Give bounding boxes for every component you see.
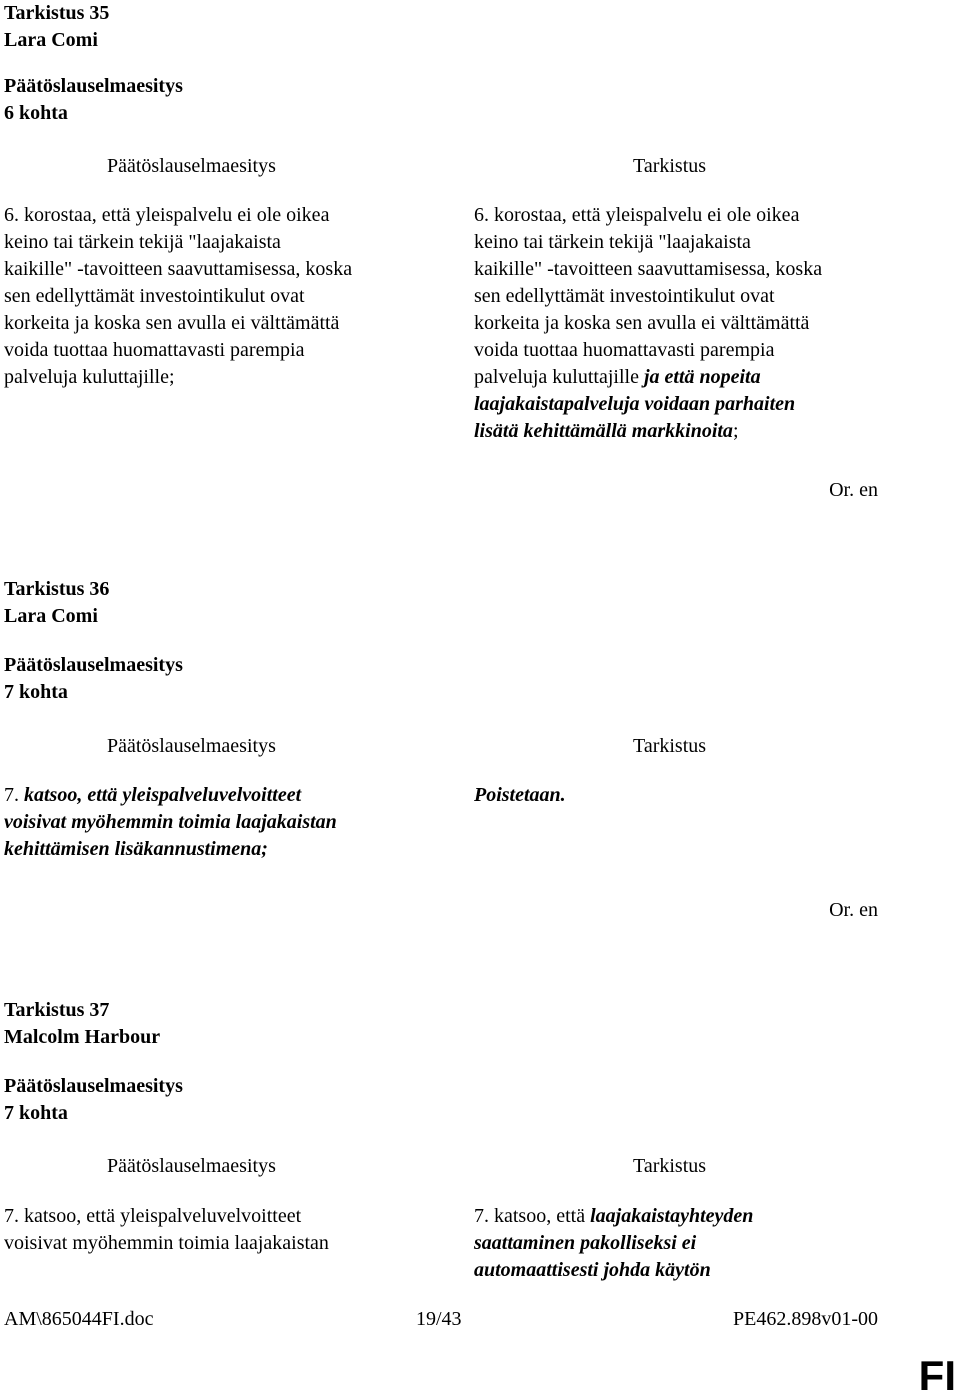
amended-insertion: laajakaistapalveluja voidaan parhaiten: [474, 393, 796, 415]
amendment-author: Lara Comi: [4, 29, 98, 51]
item-label: 7 kohta: [4, 681, 68, 703]
amendment-title: Tarkistus 35: [4, 2, 110, 24]
original-text: 7. katsoo, että yleispalveluvelvoitteet voisivat myöhemmin toimia laajakaistan kehittämisen lisäkannustimena;: [4, 784, 337, 860]
amendment-37-header: [4, 997, 160, 1051]
amended-insertion: laajakaistayhteyden: [590, 1205, 754, 1227]
deletion-notice: Poistetaan.: [474, 784, 566, 806]
amended-text: [474, 782, 914, 809]
amended-insertion: automaattisesti johda käytön: [474, 1259, 711, 1281]
amendment-title: Tarkistus 37: [4, 999, 110, 1021]
amended-text: 7. katsoo, että laajakaistayhteyden saattaminen pakolliseksi ei automaattisesti johda käytön: [474, 1203, 914, 1284]
proposal-label: Päätöslauselmaesitys: [4, 654, 183, 676]
amendment-35-target: [4, 73, 183, 127]
footer-doc-ref: AM\865044FI.doc: [4, 1308, 154, 1330]
footer-pe-ref: PE462.898v01-00: [733, 1308, 878, 1330]
original-language: Or. en: [829, 899, 878, 921]
amendment-author: Lara Comi: [4, 605, 98, 627]
column-header-left: Päätöslauselmaesitys: [107, 735, 276, 757]
original-language: Or. en: [829, 479, 878, 501]
amended-insertion: saattaminen pakolliseksi ei: [474, 1232, 697, 1254]
amended-text: 6. korostaa, että yleispalvelu ei ole oikea keino tai tärkein tekijä "laajakaista kaikille" -tavoitteen saavuttamisessa, koska sen edellyttämät investointikulut ovat korkeita ja koska sen avulla ei välttämättä voida tuottaa huomattavasti parempia palveluja kuluttajille ja että nopeita laajakaistapalveluja voidaan parhaiten lisätä kehittämällä markkinoita;: [474, 202, 914, 445]
footer-page-number: 19/43: [416, 1308, 462, 1330]
amendment-35-header: [4, 0, 109, 54]
item-label: 6 kohta: [4, 102, 68, 124]
amended-insertion: lisätä kehittämällä markkinoita: [474, 420, 733, 442]
amendment-37-target: [4, 1073, 183, 1127]
language-code: FI: [918, 1352, 956, 1399]
column-header-left: Päätöslauselmaesitys: [107, 1155, 276, 1177]
proposal-label: Päätöslauselmaesitys: [4, 75, 183, 97]
column-header-right: Tarkistus: [633, 1155, 707, 1177]
column-header-right: Tarkistus: [633, 735, 707, 757]
original-text: 6. korostaa, että yleispalvelu ei ole oikea keino tai tärkein tekijä "laajakaista kaikille" -tavoitteen saavuttamisessa, koska sen edellyttämät investointikulut ovat korkeita ja koska sen avulla ei välttämättä voida tuottaa huomattavasti parempia palveluja kuluttajille;: [4, 204, 353, 388]
original-text: 7. katsoo, että yleispalveluvelvoitteet voisivat myöhemmin toimia laajakaistan: [4, 1205, 329, 1254]
amendment-36-target: [4, 652, 183, 706]
column-header-left: Päätöslauselmaesitys: [107, 155, 276, 177]
amended-insertion: ja että nopeita: [643, 366, 761, 388]
column-header-right: Tarkistus: [633, 155, 707, 177]
amendment-title: Tarkistus 36: [4, 578, 110, 600]
amendment-36-header: [4, 576, 109, 630]
proposal-label: Päätöslauselmaesitys: [4, 1075, 183, 1097]
item-label: 7 kohta: [4, 1102, 68, 1124]
amendment-author: Malcolm Harbour: [4, 1026, 161, 1048]
